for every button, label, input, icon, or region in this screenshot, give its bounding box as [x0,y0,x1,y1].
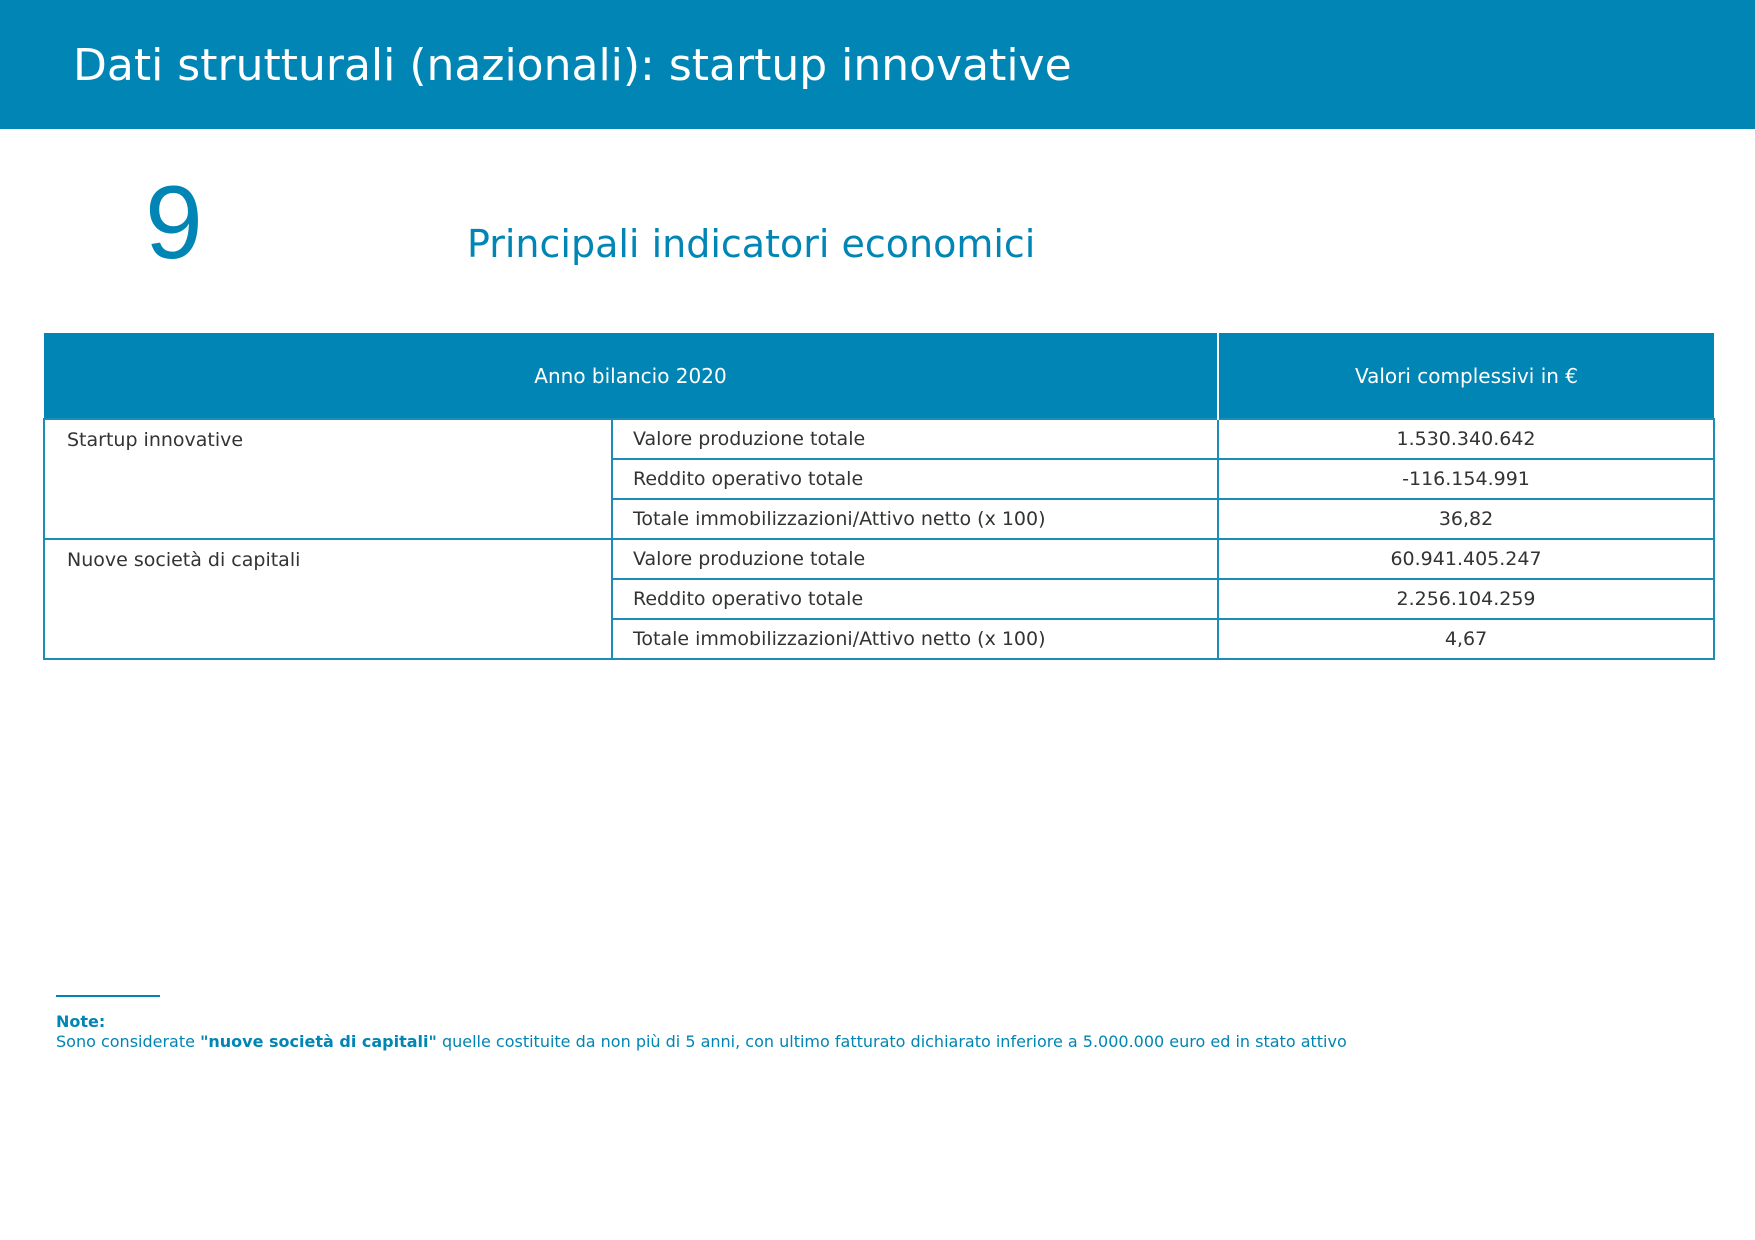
indicator-cell: Totale immobilizzazioni/Attivo netto (x 100) [612,619,1218,659]
note-text [56,1032,1347,1052]
section-title: Principali indicatori economici [467,222,1036,266]
indicator-cell: Valore produzione totale [612,539,1218,579]
note-prefix: Sono considerate [56,1032,201,1051]
page-title: Dati strutturali (nazionali): startup innovative [73,40,1072,91]
indicator-cell: Reddito operativo totale [612,579,1218,619]
note-highlight: "nuove società di capitali" [200,1032,437,1051]
section-number: 9 [145,165,203,281]
value-cell: 1.530.340.642 [1218,419,1714,459]
header-band [0,0,1755,129]
table-row [44,419,1714,459]
header-year: Anno bilancio 2020 [44,333,1218,419]
note-divider [56,995,160,997]
value-cell: 2.256.104.259 [1218,579,1714,619]
table-header-row [44,333,1714,419]
value-cell: 36,82 [1218,499,1714,539]
value-cell: 60.941.405.247 [1218,539,1714,579]
header-values: Valori complessivi in € [1218,333,1714,419]
table-row [44,539,1714,579]
indicator-cell: Reddito operativo totale [612,459,1218,499]
group-label: Startup innovative [44,419,612,539]
note-suffix: quelle costituite da non più di 5 anni, con ultimo fatturato dichiarato inferiore a 5.000.000 euro ed in stato attivo [436,1032,1347,1051]
value-cell: -116.154.991 [1218,459,1714,499]
indicator-cell: Valore produzione totale [612,419,1218,459]
group-label: Nuove società di capitali [44,539,612,659]
indicator-cell: Totale immobilizzazioni/Attivo netto (x 100) [612,499,1218,539]
indicators-table [43,333,1715,660]
value-cell: 4,67 [1218,619,1714,659]
note-label: Note: [56,1012,106,1031]
